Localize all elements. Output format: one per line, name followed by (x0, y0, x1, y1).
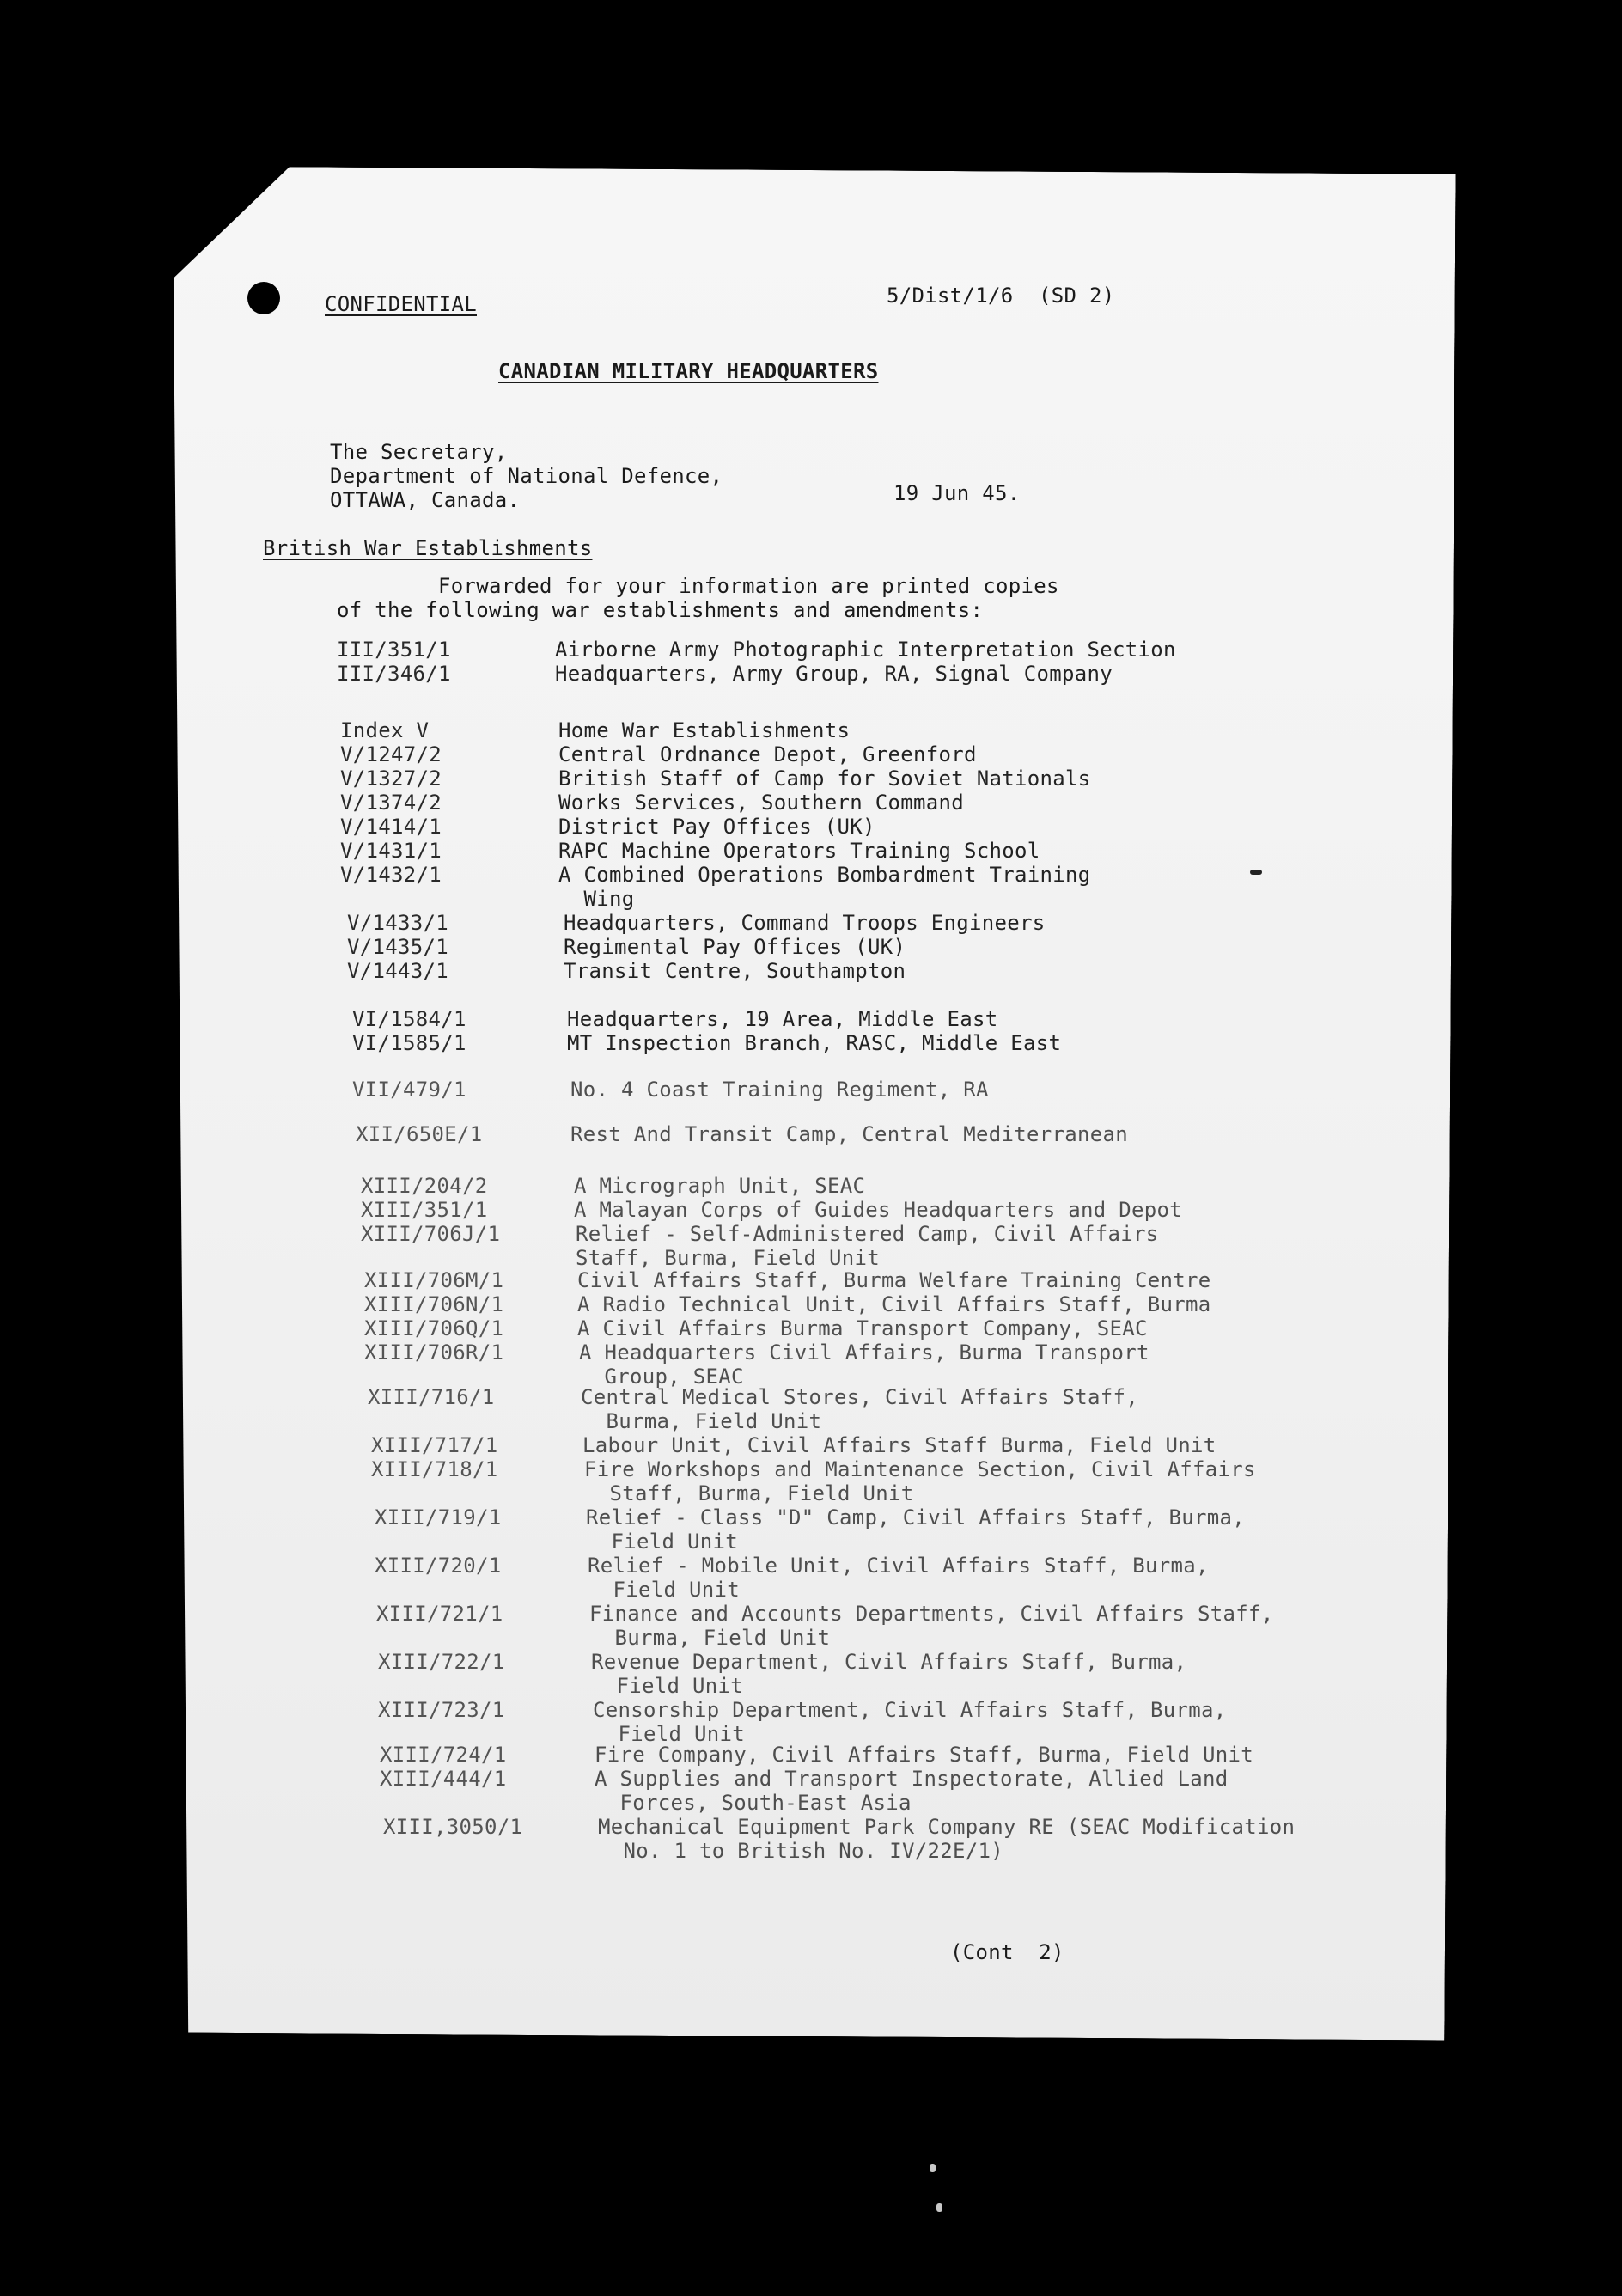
entry-code: XIII/718/1 (371, 1457, 498, 1481)
entry-code: VII/479/1 (352, 1078, 466, 1102)
recipient-line-2: Department of National Defence, (330, 464, 723, 488)
intro-line-2: of the following war establishments and amendments: (337, 598, 984, 622)
margin-speck (936, 2203, 942, 2212)
entry-description: Relief - Mobile Unit, Civil Affairs Staff, Burma, Field Unit (588, 1554, 1209, 1602)
entry-description: Revenue Department, Civil Affairs Staff, Burma, Field Unit (591, 1650, 1187, 1698)
entry-code: III/351/1 (337, 638, 451, 662)
entry-description: Relief - Class "D" Camp, Civil Affairs Staff, Burma, Field Unit (586, 1505, 1245, 1554)
entry-description: British Staff of Camp for Soviet Nationals (558, 766, 1091, 791)
entry-description: Transit Centre, Southampton (564, 959, 906, 983)
entry-description: A Micrograph Unit, SEAC (574, 1174, 866, 1198)
margin-speck (930, 2164, 936, 2172)
entry-code: Index V (340, 718, 430, 742)
entry-code: XIII/204/2 (361, 1174, 488, 1198)
entry-code: XIII/722/1 (378, 1650, 505, 1674)
entry-code: XIII/351/1 (361, 1198, 488, 1222)
entry-code: XIII/717/1 (371, 1433, 498, 1457)
document-title: CANADIAN MILITARY HEADQUARTERS (498, 359, 879, 383)
entry-description: A Civil Affairs Burma Transport Company, SEAC (577, 1316, 1148, 1340)
continuation-note: (Cont 2) (950, 1940, 1064, 1964)
intro-line-1: Forwarded for your information are printed copies (438, 574, 1059, 598)
classification-label: CONFIDENTIAL (325, 292, 477, 316)
entry-code: V/1414/1 (340, 815, 442, 839)
entry-code: XIII/724/1 (380, 1743, 507, 1767)
subject-heading: British War Establishments (263, 536, 593, 560)
entry-description: RAPC Machine Operators Training School (558, 839, 1040, 863)
document-date: 19 Jun 45. (893, 481, 1021, 505)
entry-description: Airborne Army Photographic Interpretation Section (555, 638, 1176, 662)
entry-code: XIII/719/1 (375, 1505, 502, 1530)
entry-description: Relief - Self-Administered Camp, Civil Affairs Staff, Burma, Field Unit (576, 1222, 1159, 1270)
reference-number: 5/Dist/1/6 (SD 2) (887, 284, 1115, 308)
entry-description: Mechanical Equipment Park Company RE (SEAC Modification No. 1 to British No. IV/22E/1) (598, 1815, 1296, 1863)
entry-code: III/346/1 (337, 662, 451, 686)
recipient-line-3: OTTAWA, Canada. (330, 488, 521, 512)
entry-code: XIII/723/1 (378, 1698, 505, 1722)
entry-code: V/1247/2 (340, 742, 442, 766)
entry-code: VI/1584/1 (352, 1007, 466, 1031)
entry-description: Headquarters, 19 Area, Middle East (567, 1007, 998, 1031)
entry-description: Labour Unit, Civil Affairs Staff Burma, Field Unit (582, 1433, 1216, 1457)
entry-description: Fire Workshops and Maintenance Section, Civil Affairs Staff, Burma, Field Unit (584, 1457, 1256, 1505)
entry-code: V/1435/1 (347, 935, 448, 959)
entry-code: XIII/716/1 (368, 1385, 495, 1409)
entry-description: Works Services, Southern Command (558, 791, 964, 815)
entry-description: A Headquarters Civil Affairs, Burma Transport Group, SEAC (579, 1340, 1149, 1389)
entry-description: Home War Establishments (558, 718, 851, 742)
entry-description: Censorship Department, Civil Affairs Staff, Burma, Field Unit (593, 1698, 1227, 1746)
entry-description: No. 4 Coast Training Regiment, RA (570, 1078, 989, 1102)
entry-description: MT Inspection Branch, RASC, Middle East (567, 1031, 1062, 1055)
entry-description: A Combined Operations Bombardment Training Wing (558, 863, 1091, 911)
entry-description: Rest And Transit Camp, Central Mediterranean (570, 1122, 1128, 1146)
entry-description: A Supplies and Transport Inspectorate, Allied Land Forces, South-East Asia (595, 1767, 1229, 1815)
entry-code: XIII/706M/1 (364, 1268, 504, 1292)
entry-code: XIII/706Q/1 (364, 1316, 504, 1340)
margin-mark (1250, 870, 1262, 875)
entry-description: Regimental Pay Offices (UK) (564, 935, 906, 959)
entry-code: XII/650E/1 (356, 1122, 483, 1146)
entry-description: Central Ordnance Depot, Greenford (558, 742, 977, 766)
entry-code: VI/1585/1 (352, 1031, 466, 1055)
entry-description: A Radio Technical Unit, Civil Affairs Staff, Burma (577, 1292, 1211, 1316)
punch-hole (247, 282, 280, 314)
entry-code: V/1374/2 (340, 791, 442, 815)
entry-code: XIII/706R/1 (364, 1340, 504, 1365)
entry-description: District Pay Offices (UK) (558, 815, 875, 839)
entry-description: Civil Affairs Staff, Burma Welfare Training Centre (577, 1268, 1211, 1292)
entry-description: Finance and Accounts Departments, Civil Affairs Staff, Burma, Field Unit (589, 1602, 1274, 1650)
entry-code: XIII/720/1 (375, 1554, 502, 1578)
entry-code: V/1443/1 (347, 959, 448, 983)
entry-code: V/1433/1 (347, 911, 448, 935)
entry-code: XIII/706J/1 (361, 1222, 501, 1246)
entry-code: XIII/706N/1 (364, 1292, 504, 1316)
entry-code: V/1431/1 (340, 839, 442, 863)
entry-code: V/1327/2 (340, 766, 442, 791)
entry-code: XIII,3050/1 (383, 1815, 523, 1839)
entry-description: Fire Company, Civil Affairs Staff, Burma, Field Unit (595, 1743, 1253, 1767)
entry-code: V/1432/1 (340, 863, 442, 887)
entry-description: A Malayan Corps of Guides Headquarters and Depot (574, 1198, 1182, 1222)
entry-code: XIII/721/1 (376, 1602, 503, 1626)
entry-description: Central Medical Stores, Civil Affairs Staff, Burma, Field Unit (581, 1385, 1138, 1433)
entry-description: Headquarters, Army Group, RA, Signal Company (555, 662, 1113, 686)
recipient-line-1: The Secretary, (330, 440, 508, 464)
entry-code: XIII/444/1 (380, 1767, 507, 1791)
entry-description: Headquarters, Command Troops Engineers (564, 911, 1046, 935)
